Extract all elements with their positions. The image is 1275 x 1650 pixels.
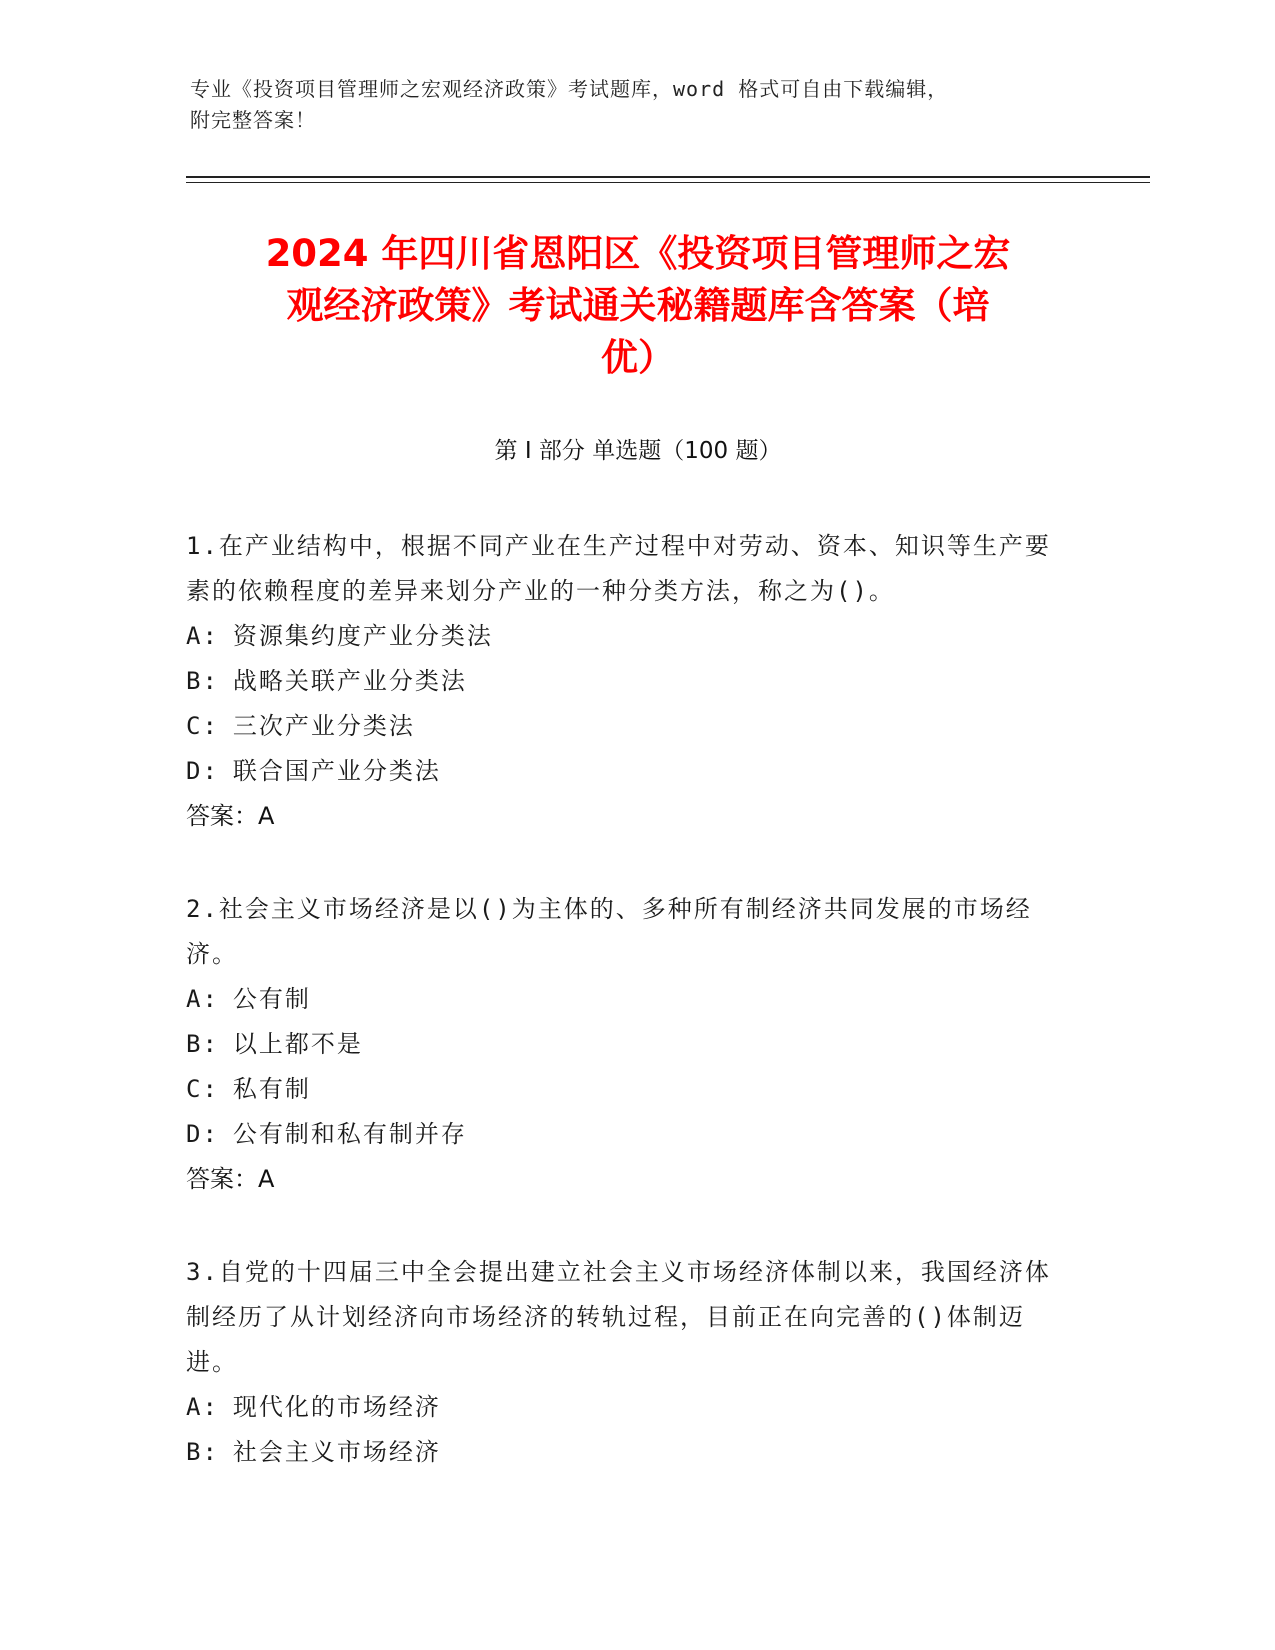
option-a (186, 614, 1066, 659)
option-letter: D: (186, 757, 219, 785)
option-b (186, 1430, 1066, 1475)
question-stem: 2.社会主义市场经济是以()为主体的、多种所有制经济共同发展的市场经济。 (186, 895, 1032, 968)
question-2 (186, 887, 1066, 1202)
option-text: 资源集约度产业分类法 (232, 622, 493, 650)
option-text: 社会主义市场经济 (232, 1438, 441, 1466)
option-text: 战略关联产业分类法 (232, 667, 467, 695)
option-letter: B: (186, 667, 219, 695)
option-text: 以上都不是 (232, 1030, 363, 1058)
question-1 (186, 524, 1066, 839)
option-text: 公有制和私有制并存 (232, 1120, 467, 1148)
option-b (186, 659, 1066, 704)
question-list (186, 524, 1066, 1523)
header-note (190, 74, 1070, 136)
option-c (186, 704, 1066, 749)
header-note-line-2: 附完整答案！ (190, 108, 316, 132)
option-d (186, 749, 1066, 794)
question-stem: 1.在产业结构中，根据不同产业在生产过程中对劳动、资本、知识等生产要素的依赖程度的差异来划分产业的一种分类方法，称之为()。 (186, 532, 1051, 605)
question-stem: 3.自党的十四届三中全会提出建立社会主义市场经济体制以来，我国经济体制经历了从计划经济向市场经济的转轨过程，目前正在向完善的()体制迈进。 (186, 1258, 1051, 1376)
option-d (186, 1112, 1066, 1157)
option-a (186, 977, 1066, 1022)
option-letter: B: (186, 1438, 219, 1466)
option-letter: A: (186, 622, 219, 650)
title-line-1: 2024 年四川省恩阳区《投资项目管理师之宏 (265, 232, 1011, 275)
option-letter: C: (186, 1075, 219, 1103)
option-letter: C: (186, 712, 219, 740)
option-c (186, 1067, 1066, 1112)
answer-line: 答案：A (186, 1165, 275, 1193)
option-letter: D: (186, 1120, 219, 1148)
option-letter: B: (186, 1030, 219, 1058)
document-title (186, 228, 1090, 384)
question-3 (186, 1250, 1066, 1475)
answer-line: 答案：A (186, 802, 275, 830)
option-letter: A: (186, 1393, 219, 1421)
option-text: 联合国产业分类法 (232, 757, 441, 785)
option-b (186, 1022, 1066, 1067)
option-a (186, 1385, 1066, 1430)
section-heading: 第 I 部分 单选题（100 题） (494, 438, 782, 464)
title-line-3: 优） (601, 336, 675, 379)
header-rule-thick (186, 176, 1150, 178)
title-line-2: 观经济政策》考试通关秘籍题库含答案（培 (286, 284, 990, 327)
option-text: 私有制 (232, 1075, 311, 1103)
option-letter: A: (186, 985, 219, 1013)
option-text: 现代化的市场经济 (232, 1393, 441, 1421)
header-note-line-1: 专业《投资项目管理师之宏观经济政策》考试题库，word 格式可自由下载编辑， (190, 77, 949, 101)
option-text: 三次产业分类法 (232, 712, 415, 740)
header-rule-thin (186, 182, 1150, 183)
option-text: 公有制 (232, 985, 311, 1013)
